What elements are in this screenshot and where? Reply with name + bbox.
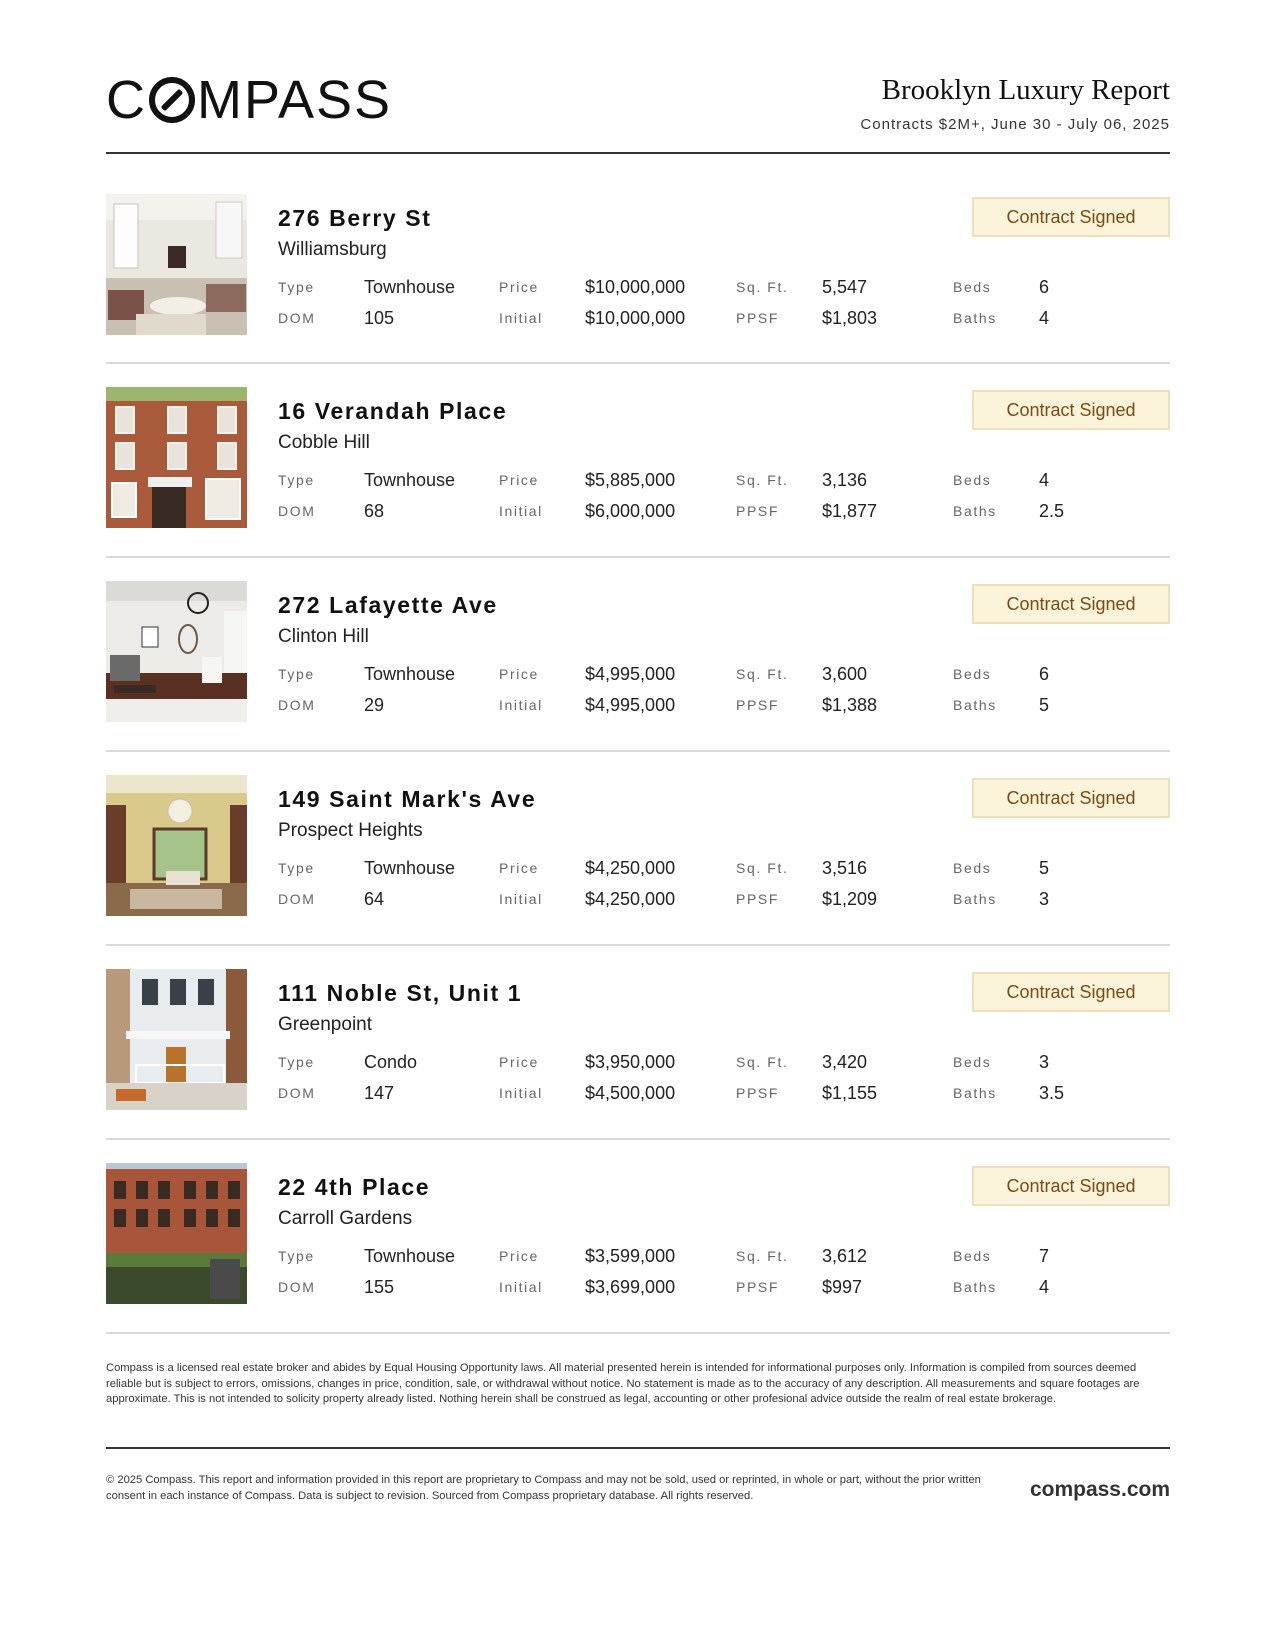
- initial-label: Initial: [499, 1279, 543, 1295]
- initial-value: $10,000,000: [585, 308, 686, 328]
- dom-label: DOM: [278, 310, 316, 326]
- ppsf-label: PPSF: [736, 310, 779, 326]
- baths-label: Baths: [953, 1279, 997, 1295]
- listing-neighborhood: Prospect Heights: [278, 820, 423, 841]
- dom-label: DOM: [278, 503, 316, 519]
- status-badge: Contract Signed: [972, 1166, 1170, 1206]
- sqft-value: 3,612: [822, 1246, 868, 1266]
- sqft-label: Sq. Ft.: [736, 860, 789, 876]
- report-title: Brooklyn Luxury Report: [881, 74, 1170, 106]
- listing-photo: [106, 581, 247, 722]
- copyright-text: © 2025 Compass. This report and information provided in this report are proprietary to Compass and may not be sold, used or reprinted, in whole or part, without the prior written consent in each instance of Compass. Data is subject to revision. Sourced from Compass proprietary database. All rights reserved.: [106, 1474, 981, 1502]
- listing-card[interactable]: [106, 1163, 1170, 1305]
- status-badge: Contract Signed: [972, 584, 1170, 624]
- baths-value: 4: [1039, 1277, 1050, 1297]
- dom-value: 64: [364, 889, 385, 909]
- sqft-value: 3,420: [822, 1052, 868, 1072]
- listing-address[interactable]: 22 4th Place: [278, 1174, 431, 1200]
- initial-value: $4,500,000: [585, 1083, 676, 1103]
- type-value: Townhouse: [364, 470, 456, 490]
- dom-label: DOM: [278, 891, 316, 907]
- initial-value: $4,250,000: [585, 889, 676, 909]
- sqft-label: Sq. Ft.: [736, 279, 789, 295]
- ppsf-value: $1,388: [822, 695, 878, 715]
- baths-label: Baths: [953, 697, 997, 713]
- dom-label: DOM: [278, 697, 316, 713]
- sqft-value: 5,547: [822, 277, 868, 297]
- listing-divider: [106, 944, 1170, 946]
- type-label: Type: [278, 666, 315, 682]
- baths-label: Baths: [953, 1085, 997, 1101]
- ppsf-value: $1,155: [822, 1083, 878, 1103]
- dom-value: 29: [364, 695, 385, 715]
- listing-divider: [106, 1138, 1170, 1140]
- beds-value: 6: [1039, 664, 1050, 684]
- listing-neighborhood: Cobble Hill: [278, 432, 370, 453]
- listing-photo: [106, 969, 247, 1110]
- ppsf-value: $1,803: [822, 308, 878, 328]
- type-value: Townhouse: [364, 1246, 456, 1266]
- type-label: Type: [278, 1054, 315, 1070]
- price-value: $4,250,000: [585, 858, 676, 878]
- listing-neighborhood: Williamsburg: [278, 239, 387, 260]
- beds-label: Beds: [953, 1248, 992, 1264]
- sqft-label: Sq. Ft.: [736, 472, 789, 488]
- price-value: $4,995,000: [585, 664, 676, 684]
- ppsf-value: $1,209: [822, 889, 878, 909]
- listing-photo: [106, 775, 247, 916]
- type-label: Type: [278, 860, 315, 876]
- listing-photo: [106, 1163, 247, 1304]
- beds-value: 6: [1039, 277, 1050, 297]
- listing-neighborhood: Carroll Gardens: [278, 1208, 413, 1229]
- price-value: $3,950,000: [585, 1052, 676, 1072]
- listing-card[interactable]: [106, 387, 1170, 529]
- initial-label: Initial: [499, 503, 543, 519]
- ppsf-label: PPSF: [736, 697, 779, 713]
- status-badge: Contract Signed: [972, 972, 1170, 1012]
- initial-label: Initial: [499, 697, 543, 713]
- compass-o-icon: [149, 77, 195, 123]
- baths-value: 2.5: [1039, 501, 1065, 521]
- type-label: Type: [278, 1248, 315, 1264]
- dom-value: 147: [364, 1083, 395, 1103]
- initial-value: $3,699,000: [585, 1277, 676, 1297]
- beds-label: Beds: [953, 860, 992, 876]
- listing-address[interactable]: 149 Saint Mark's Ave: [278, 786, 537, 812]
- beds-value: 5: [1039, 858, 1050, 878]
- dom-value: 155: [364, 1277, 395, 1297]
- ppsf-label: PPSF: [736, 891, 779, 907]
- initial-label: Initial: [499, 1085, 543, 1101]
- beds-label: Beds: [953, 279, 992, 295]
- ppsf-value: $1,877: [822, 501, 878, 521]
- listing-photo: [106, 194, 247, 335]
- beds-label: Beds: [953, 1054, 992, 1070]
- listing-card[interactable]: [106, 775, 1170, 917]
- beds-value: 4: [1039, 470, 1050, 490]
- dom-value: 68: [364, 501, 385, 521]
- sqft-value: 3,516: [822, 858, 868, 878]
- dom-value: 105: [364, 308, 395, 328]
- listing-card[interactable]: [106, 581, 1170, 723]
- price-value: $10,000,000: [585, 277, 686, 297]
- price-label: Price: [499, 279, 539, 295]
- price-value: $3,599,000: [585, 1246, 676, 1266]
- baths-label: Baths: [953, 503, 997, 519]
- beds-value: 3: [1039, 1052, 1050, 1072]
- beds-label: Beds: [953, 472, 992, 488]
- footer-divider: [106, 1447, 1170, 1449]
- ppsf-label: PPSF: [736, 1279, 779, 1295]
- baths-value: 5: [1039, 695, 1050, 715]
- listing-divider: [106, 362, 1170, 364]
- sqft-label: Sq. Ft.: [736, 1054, 789, 1070]
- sqft-value: 3,600: [822, 664, 868, 684]
- website-link[interactable]: compass.com: [1029, 1478, 1170, 1501]
- listing-address[interactable]: 16 Verandah Place: [278, 398, 508, 424]
- type-label: Type: [278, 472, 315, 488]
- price-value: $5,885,000: [585, 470, 676, 490]
- compass-logo: C MPASS: [106, 70, 393, 130]
- price-label: Price: [499, 666, 539, 682]
- listing-divider: [106, 556, 1170, 558]
- disclaimer-text: Compass is a licensed real estate broker and abides by Equal Housing Opportunity laws. All material presented herein is intended for informational purposes only. Information is compiled from sources deemed reliable but is subject to errors, omissions, changes in price, condition, sale, or withdrawal without notice. No statement is made as to the accuracy of any description. All measurements and square footages are approximate. This is not intended to solicity property already listed. Nothing herein shall be construed as legal, accounting or other profesional advice outside the realm of real estate brokerage.: [106, 1362, 1140, 1406]
- status-badge: Contract Signed: [972, 390, 1170, 430]
- price-label: Price: [499, 1248, 539, 1264]
- listing-divider: [106, 750, 1170, 752]
- beds-value: 7: [1039, 1246, 1050, 1266]
- baths-value: 3: [1039, 889, 1050, 909]
- dom-label: DOM: [278, 1279, 316, 1295]
- beds-label: Beds: [953, 666, 992, 682]
- ppsf-label: PPSF: [736, 1085, 779, 1101]
- listing-neighborhood: Greenpoint: [278, 1014, 373, 1035]
- price-label: Price: [499, 472, 539, 488]
- listing-address[interactable]: 276 Berry St: [278, 205, 432, 231]
- price-label: Price: [499, 860, 539, 876]
- type-label: Type: [278, 279, 315, 295]
- initial-label: Initial: [499, 891, 543, 907]
- baths-value: 3.5: [1039, 1083, 1065, 1103]
- header-divider: [106, 152, 1170, 154]
- listing-divider: [106, 1332, 1170, 1334]
- type-value: Townhouse: [364, 664, 456, 684]
- sqft-label: Sq. Ft.: [736, 1248, 789, 1264]
- initial-value: $4,995,000: [585, 695, 676, 715]
- sqft-value: 3,136: [822, 470, 868, 490]
- listing-address[interactable]: 111 Noble St, Unit 1: [278, 980, 523, 1006]
- sqft-label: Sq. Ft.: [736, 666, 789, 682]
- listing-address[interactable]: 272 Lafayette Ave: [278, 592, 498, 618]
- initial-label: Initial: [499, 310, 543, 326]
- price-label: Price: [499, 1054, 539, 1070]
- baths-label: Baths: [953, 310, 997, 326]
- listing-card[interactable]: [106, 969, 1170, 1111]
- status-badge: Contract Signed: [972, 778, 1170, 818]
- listing-neighborhood: Clinton Hill: [278, 626, 369, 647]
- type-value: Condo: [364, 1052, 418, 1072]
- initial-value: $6,000,000: [585, 501, 676, 521]
- listing-card[interactable]: [106, 194, 1170, 336]
- report-subtitle: Contracts $2M+, June 30 - July 06, 2025: [860, 116, 1170, 133]
- baths-label: Baths: [953, 891, 997, 907]
- ppsf-value: $997: [822, 1277, 863, 1297]
- baths-value: 4: [1039, 308, 1050, 328]
- status-badge: Contract Signed: [972, 197, 1170, 237]
- dom-label: DOM: [278, 1085, 316, 1101]
- ppsf-label: PPSF: [736, 503, 779, 519]
- listing-photo: [106, 387, 247, 528]
- type-value: Townhouse: [364, 858, 456, 878]
- type-value: Townhouse: [364, 277, 456, 297]
